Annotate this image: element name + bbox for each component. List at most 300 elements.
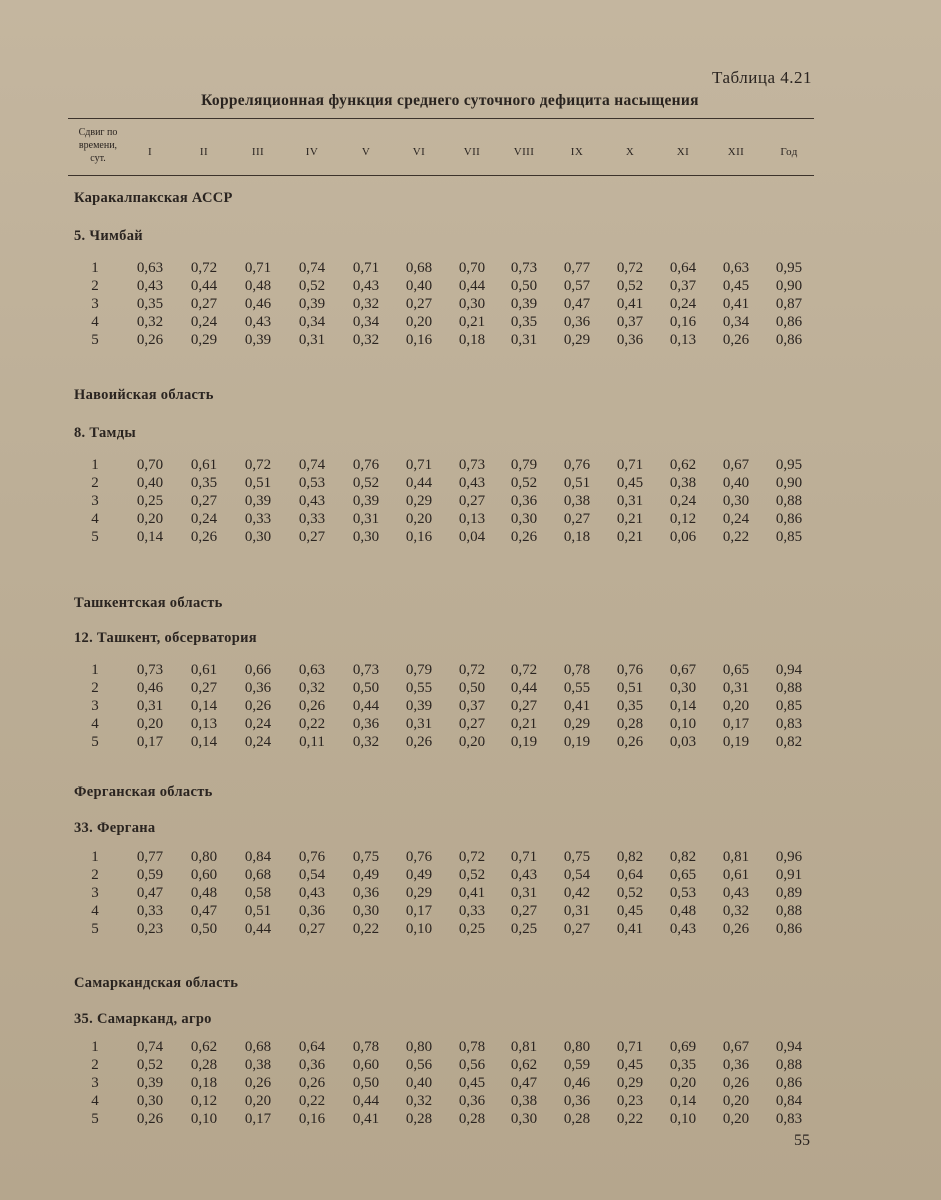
value-cell: 0,14 <box>190 698 218 714</box>
value-cell: 0,81 <box>510 1039 538 1055</box>
value-cell: 0,80 <box>563 1039 591 1055</box>
value-cell: 0,44 <box>458 278 486 294</box>
value-cell: 0,84 <box>244 849 272 865</box>
table-row <box>0 457 941 475</box>
value-cell: 0,24 <box>669 493 697 509</box>
value-cell: 0,38 <box>669 475 697 491</box>
column-header: IV <box>305 146 319 158</box>
value-cell: 0,14 <box>669 698 697 714</box>
value-cell: 0,45 <box>616 475 644 491</box>
value-cell: 0,32 <box>352 296 380 312</box>
lag-cell: 2 <box>91 475 99 491</box>
table-row <box>0 529 941 547</box>
value-cell: 0,86 <box>775 332 803 348</box>
value-cell: 0,51 <box>244 903 272 919</box>
header-top-rule <box>68 118 814 119</box>
table-row <box>0 698 941 716</box>
value-cell: 0,74 <box>136 1039 164 1055</box>
value-cell: 0,24 <box>190 314 218 330</box>
value-cell: 0,30 <box>136 1093 164 1109</box>
value-cell: 0,26 <box>136 332 164 348</box>
value-cell: 0,23 <box>616 1093 644 1109</box>
value-cell: 0,95 <box>775 457 803 473</box>
value-cell: 0,70 <box>136 457 164 473</box>
value-cell: 0,29 <box>563 332 591 348</box>
region-heading: Ферганская область <box>74 784 213 800</box>
value-cell: 0,24 <box>244 734 272 750</box>
value-cell: 0,90 <box>775 475 803 491</box>
value-cell: 0,82 <box>616 849 644 865</box>
column-header: III <box>251 146 265 158</box>
value-cell: 0,43 <box>722 885 750 901</box>
value-cell: 0,43 <box>669 921 697 937</box>
station-heading: 33. Фергана <box>74 820 156 836</box>
value-cell: 0,26 <box>722 921 750 937</box>
value-cell: 0,81 <box>722 849 750 865</box>
value-cell: 0,27 <box>190 296 218 312</box>
value-cell: 0,34 <box>722 314 750 330</box>
table-row <box>0 278 941 296</box>
value-cell: 0,17 <box>405 903 433 919</box>
value-cell: 0,65 <box>669 867 697 883</box>
value-cell: 0,30 <box>669 680 697 696</box>
station-heading: 8. Тамды <box>74 425 136 441</box>
value-cell: 0,64 <box>669 260 697 276</box>
column-header: XI <box>676 146 690 158</box>
value-cell: 0,95 <box>775 260 803 276</box>
value-cell: 0,20 <box>405 511 433 527</box>
value-cell: 0,27 <box>298 529 326 545</box>
value-cell: 0,59 <box>136 867 164 883</box>
value-cell: 0,53 <box>298 475 326 491</box>
value-cell: 0,39 <box>510 296 538 312</box>
value-cell: 0,30 <box>722 493 750 509</box>
value-cell: 0,71 <box>616 457 644 473</box>
value-cell: 0,46 <box>244 296 272 312</box>
value-cell: 0,48 <box>669 903 697 919</box>
column-header: VIII <box>513 146 535 158</box>
value-cell: 0,17 <box>244 1111 272 1127</box>
value-cell: 0,27 <box>510 903 538 919</box>
value-cell: 0,72 <box>458 662 486 678</box>
value-cell: 0,77 <box>136 849 164 865</box>
value-cell: 0,36 <box>298 1057 326 1073</box>
value-cell: 0,27 <box>405 296 433 312</box>
value-cell: 0,60 <box>352 1057 380 1073</box>
value-cell: 0,76 <box>563 457 591 473</box>
lag-cell: 1 <box>91 849 99 865</box>
value-cell: 0,04 <box>458 529 486 545</box>
value-cell: 0,26 <box>244 698 272 714</box>
value-cell: 0,31 <box>616 493 644 509</box>
value-cell: 0,22 <box>298 1093 326 1109</box>
value-cell: 0,21 <box>616 529 644 545</box>
value-cell: 0,24 <box>669 296 697 312</box>
value-cell: 0,63 <box>136 260 164 276</box>
value-cell: 0,26 <box>136 1111 164 1127</box>
value-cell: 0,20 <box>722 1093 750 1109</box>
value-cell: 0,68 <box>244 1039 272 1055</box>
value-cell: 0,52 <box>136 1057 164 1073</box>
value-cell: 0,48 <box>244 278 272 294</box>
lag-header-line: сут. <box>90 153 106 164</box>
value-cell: 0,39 <box>244 332 272 348</box>
value-cell: 0,83 <box>775 1111 803 1127</box>
column-header: Год <box>780 146 798 158</box>
value-cell: 0,28 <box>405 1111 433 1127</box>
value-cell: 0,83 <box>775 716 803 732</box>
value-cell: 0,76 <box>405 849 433 865</box>
value-cell: 0,18 <box>458 332 486 348</box>
lag-cell: 4 <box>91 1093 99 1109</box>
value-cell: 0,41 <box>563 698 591 714</box>
value-cell: 0,42 <box>563 885 591 901</box>
value-cell: 0,61 <box>722 867 750 883</box>
value-cell: 0,32 <box>298 680 326 696</box>
value-cell: 0,53 <box>669 885 697 901</box>
table-row <box>0 903 941 921</box>
value-cell: 0,43 <box>298 493 326 509</box>
lag-cell: 1 <box>91 260 99 276</box>
lag-cell: 5 <box>91 332 99 348</box>
table-row <box>0 849 941 867</box>
value-cell: 0,44 <box>352 1093 380 1109</box>
table-title: Корреляционная функция среднего суточного дефицита насыщения <box>201 92 699 109</box>
value-cell: 0,12 <box>669 511 697 527</box>
value-cell: 0,32 <box>722 903 750 919</box>
value-cell: 0,36 <box>563 314 591 330</box>
value-cell: 0,10 <box>669 716 697 732</box>
value-cell: 0,13 <box>669 332 697 348</box>
value-cell: 0,34 <box>298 314 326 330</box>
value-cell: 0,49 <box>405 867 433 883</box>
value-cell: 0,36 <box>244 680 272 696</box>
value-cell: 0,72 <box>616 260 644 276</box>
value-cell: 0,86 <box>775 314 803 330</box>
value-cell: 0,33 <box>298 511 326 527</box>
lag-cell: 5 <box>91 529 99 545</box>
station-heading: 35. Самарканд, агро <box>74 1011 212 1027</box>
value-cell: 0,30 <box>458 296 486 312</box>
table-row <box>0 680 941 698</box>
value-cell: 0,38 <box>244 1057 272 1073</box>
value-cell: 0,89 <box>775 885 803 901</box>
value-cell: 0,78 <box>563 662 591 678</box>
value-cell: 0,72 <box>458 849 486 865</box>
value-cell: 0,25 <box>510 921 538 937</box>
value-cell: 0,73 <box>510 260 538 276</box>
value-cell: 0,52 <box>458 867 486 883</box>
lag-cell: 1 <box>91 457 99 473</box>
value-cell: 0,58 <box>244 885 272 901</box>
lag-cell: 4 <box>91 903 99 919</box>
value-cell: 0,36 <box>563 1093 591 1109</box>
value-cell: 0,56 <box>458 1057 486 1073</box>
value-cell: 0,20 <box>722 698 750 714</box>
value-cell: 0,31 <box>405 716 433 732</box>
value-cell: 0,64 <box>298 1039 326 1055</box>
value-cell: 0,37 <box>616 314 644 330</box>
value-cell: 0,10 <box>190 1111 218 1127</box>
lag-cell: 3 <box>91 698 99 714</box>
value-cell: 0,71 <box>510 849 538 865</box>
lag-cell: 3 <box>91 493 99 509</box>
lag-cell: 4 <box>91 716 99 732</box>
value-cell: 0,32 <box>136 314 164 330</box>
value-cell: 0,14 <box>136 529 164 545</box>
value-cell: 0,45 <box>722 278 750 294</box>
lag-cell: 3 <box>91 296 99 312</box>
value-cell: 0,52 <box>616 278 644 294</box>
value-cell: 0,40 <box>405 278 433 294</box>
value-cell: 0,14 <box>669 1093 697 1109</box>
value-cell: 0,22 <box>298 716 326 732</box>
value-cell: 0,37 <box>458 698 486 714</box>
value-cell: 0,84 <box>775 1093 803 1109</box>
value-cell: 0,27 <box>190 493 218 509</box>
value-cell: 0,35 <box>669 1057 697 1073</box>
value-cell: 0,31 <box>722 680 750 696</box>
value-cell: 0,77 <box>563 260 591 276</box>
value-cell: 0,29 <box>405 493 433 509</box>
value-cell: 0,38 <box>563 493 591 509</box>
lag-cell: 2 <box>91 1057 99 1073</box>
value-cell: 0,86 <box>775 921 803 937</box>
column-header: II <box>199 146 209 158</box>
value-cell: 0,72 <box>244 457 272 473</box>
value-cell: 0,26 <box>298 1075 326 1091</box>
value-cell: 0,61 <box>190 457 218 473</box>
value-cell: 0,25 <box>136 493 164 509</box>
value-cell: 0,31 <box>298 332 326 348</box>
value-cell: 0,26 <box>244 1075 272 1091</box>
value-cell: 0,39 <box>244 493 272 509</box>
value-cell: 0,62 <box>669 457 697 473</box>
value-cell: 0,52 <box>298 278 326 294</box>
value-cell: 0,10 <box>669 1111 697 1127</box>
value-cell: 0,47 <box>563 296 591 312</box>
value-cell: 0,85 <box>775 529 803 545</box>
header-bottom-rule <box>68 175 814 176</box>
value-cell: 0,62 <box>510 1057 538 1073</box>
value-cell: 0,18 <box>563 529 591 545</box>
value-cell: 0,76 <box>352 457 380 473</box>
value-cell: 0,28 <box>190 1057 218 1073</box>
value-cell: 0,52 <box>352 475 380 491</box>
value-cell: 0,40 <box>136 475 164 491</box>
value-cell: 0,90 <box>775 278 803 294</box>
value-cell: 0,66 <box>244 662 272 678</box>
value-cell: 0,19 <box>510 734 538 750</box>
column-header: VII <box>463 146 481 158</box>
value-cell: 0,74 <box>298 260 326 276</box>
value-cell: 0,40 <box>722 475 750 491</box>
value-cell: 0,46 <box>136 680 164 696</box>
value-cell: 0,67 <box>722 1039 750 1055</box>
value-cell: 0,88 <box>775 493 803 509</box>
value-cell: 0,54 <box>298 867 326 883</box>
value-cell: 0,48 <box>190 885 218 901</box>
value-cell: 0,46 <box>563 1075 591 1091</box>
value-cell: 0,67 <box>669 662 697 678</box>
region-heading: Ташкентская область <box>74 595 223 611</box>
value-cell: 0,16 <box>669 314 697 330</box>
value-cell: 0,26 <box>298 698 326 714</box>
page-number: 55 <box>794 1132 810 1149</box>
value-cell: 0,57 <box>563 278 591 294</box>
value-cell: 0,31 <box>136 698 164 714</box>
table-row <box>0 716 941 734</box>
table-row <box>0 493 941 511</box>
value-cell: 0,06 <box>669 529 697 545</box>
value-cell: 0,26 <box>405 734 433 750</box>
value-cell: 0,36 <box>616 332 644 348</box>
value-cell: 0,20 <box>136 716 164 732</box>
lag-cell: 2 <box>91 278 99 294</box>
value-cell: 0,35 <box>616 698 644 714</box>
value-cell: 0,39 <box>352 493 380 509</box>
lag-cell: 4 <box>91 511 99 527</box>
value-cell: 0,41 <box>458 885 486 901</box>
table-row <box>0 511 941 529</box>
value-cell: 0,27 <box>190 680 218 696</box>
value-cell: 0,80 <box>190 849 218 865</box>
lag-cell: 1 <box>91 1039 99 1055</box>
value-cell: 0,44 <box>510 680 538 696</box>
table-number: Таблица 4.21 <box>712 68 812 87</box>
column-header: IX <box>570 146 584 158</box>
value-cell: 0,74 <box>298 457 326 473</box>
value-cell: 0,03 <box>669 734 697 750</box>
value-cell: 0,26 <box>722 332 750 348</box>
value-cell: 0,29 <box>563 716 591 732</box>
value-cell: 0,40 <box>405 1075 433 1091</box>
value-cell: 0,41 <box>352 1111 380 1127</box>
lag-cell: 3 <box>91 885 99 901</box>
value-cell: 0,76 <box>616 662 644 678</box>
value-cell: 0,51 <box>563 475 591 491</box>
value-cell: 0,39 <box>405 698 433 714</box>
value-cell: 0,28 <box>616 716 644 732</box>
value-cell: 0,22 <box>616 1111 644 1127</box>
value-cell: 0,29 <box>405 885 433 901</box>
value-cell: 0,30 <box>510 1111 538 1127</box>
value-cell: 0,78 <box>458 1039 486 1055</box>
value-cell: 0,71 <box>352 260 380 276</box>
lag-header-line: Сдвиг по <box>78 127 118 138</box>
value-cell: 0,67 <box>722 457 750 473</box>
lag-cell: 5 <box>91 1111 99 1127</box>
value-cell: 0,20 <box>405 314 433 330</box>
value-cell: 0,30 <box>352 903 380 919</box>
table-row <box>0 260 941 278</box>
value-cell: 0,18 <box>190 1075 218 1091</box>
value-cell: 0,16 <box>405 332 433 348</box>
value-cell: 0,55 <box>563 680 591 696</box>
value-cell: 0,73 <box>352 662 380 678</box>
value-cell: 0,82 <box>775 734 803 750</box>
value-cell: 0,36 <box>352 716 380 732</box>
value-cell: 0,73 <box>458 457 486 473</box>
value-cell: 0,50 <box>352 680 380 696</box>
value-cell: 0,52 <box>510 475 538 491</box>
value-cell: 0,28 <box>563 1111 591 1127</box>
value-cell: 0,31 <box>352 511 380 527</box>
value-cell: 0,75 <box>352 849 380 865</box>
value-cell: 0,47 <box>136 885 164 901</box>
value-cell: 0,72 <box>510 662 538 678</box>
station-heading: 5. Чимбай <box>74 228 143 244</box>
value-cell: 0,31 <box>510 885 538 901</box>
value-cell: 0,71 <box>616 1039 644 1055</box>
value-cell: 0,44 <box>405 475 433 491</box>
value-cell: 0,65 <box>722 662 750 678</box>
value-cell: 0,87 <box>775 296 803 312</box>
value-cell: 0,13 <box>190 716 218 732</box>
column-header: XII <box>727 146 745 158</box>
value-cell: 0,96 <box>775 849 803 865</box>
value-cell: 0,36 <box>298 903 326 919</box>
value-cell: 0,27 <box>563 921 591 937</box>
value-cell: 0,16 <box>405 529 433 545</box>
value-cell: 0,50 <box>510 278 538 294</box>
value-cell: 0,62 <box>190 1039 218 1055</box>
value-cell: 0,43 <box>352 278 380 294</box>
value-cell: 0,52 <box>616 885 644 901</box>
value-cell: 0,27 <box>510 698 538 714</box>
value-cell: 0,88 <box>775 903 803 919</box>
value-cell: 0,33 <box>458 903 486 919</box>
lag-cell: 4 <box>91 314 99 330</box>
value-cell: 0,43 <box>136 278 164 294</box>
lag-cell: 5 <box>91 734 99 750</box>
value-cell: 0,26 <box>190 529 218 545</box>
value-cell: 0,22 <box>722 529 750 545</box>
table-row <box>0 296 941 314</box>
value-cell: 0,71 <box>405 457 433 473</box>
value-cell: 0,21 <box>510 716 538 732</box>
value-cell: 0,47 <box>510 1075 538 1091</box>
value-cell: 0,20 <box>244 1093 272 1109</box>
value-cell: 0,24 <box>244 716 272 732</box>
value-cell: 0,20 <box>722 1111 750 1127</box>
value-cell: 0,35 <box>136 296 164 312</box>
column-header: X <box>625 146 635 158</box>
value-cell: 0,60 <box>190 867 218 883</box>
value-cell: 0,75 <box>563 849 591 865</box>
value-cell: 0,68 <box>405 260 433 276</box>
value-cell: 0,23 <box>136 921 164 937</box>
value-cell: 0,41 <box>616 921 644 937</box>
value-cell: 0,17 <box>136 734 164 750</box>
value-cell: 0,25 <box>458 921 486 937</box>
value-cell: 0,91 <box>775 867 803 883</box>
value-cell: 0,27 <box>298 921 326 937</box>
value-cell: 0,19 <box>722 734 750 750</box>
value-cell: 0,50 <box>190 921 218 937</box>
value-cell: 0,45 <box>458 1075 486 1091</box>
value-cell: 0,50 <box>458 680 486 696</box>
value-cell: 0,88 <box>775 1057 803 1073</box>
value-cell: 0,63 <box>298 662 326 678</box>
column-header: I <box>147 146 153 158</box>
table-row <box>0 921 941 939</box>
value-cell: 0,30 <box>352 529 380 545</box>
value-cell: 0,32 <box>352 332 380 348</box>
value-cell: 0,39 <box>298 296 326 312</box>
value-cell: 0,26 <box>722 1075 750 1091</box>
value-cell: 0,14 <box>190 734 218 750</box>
